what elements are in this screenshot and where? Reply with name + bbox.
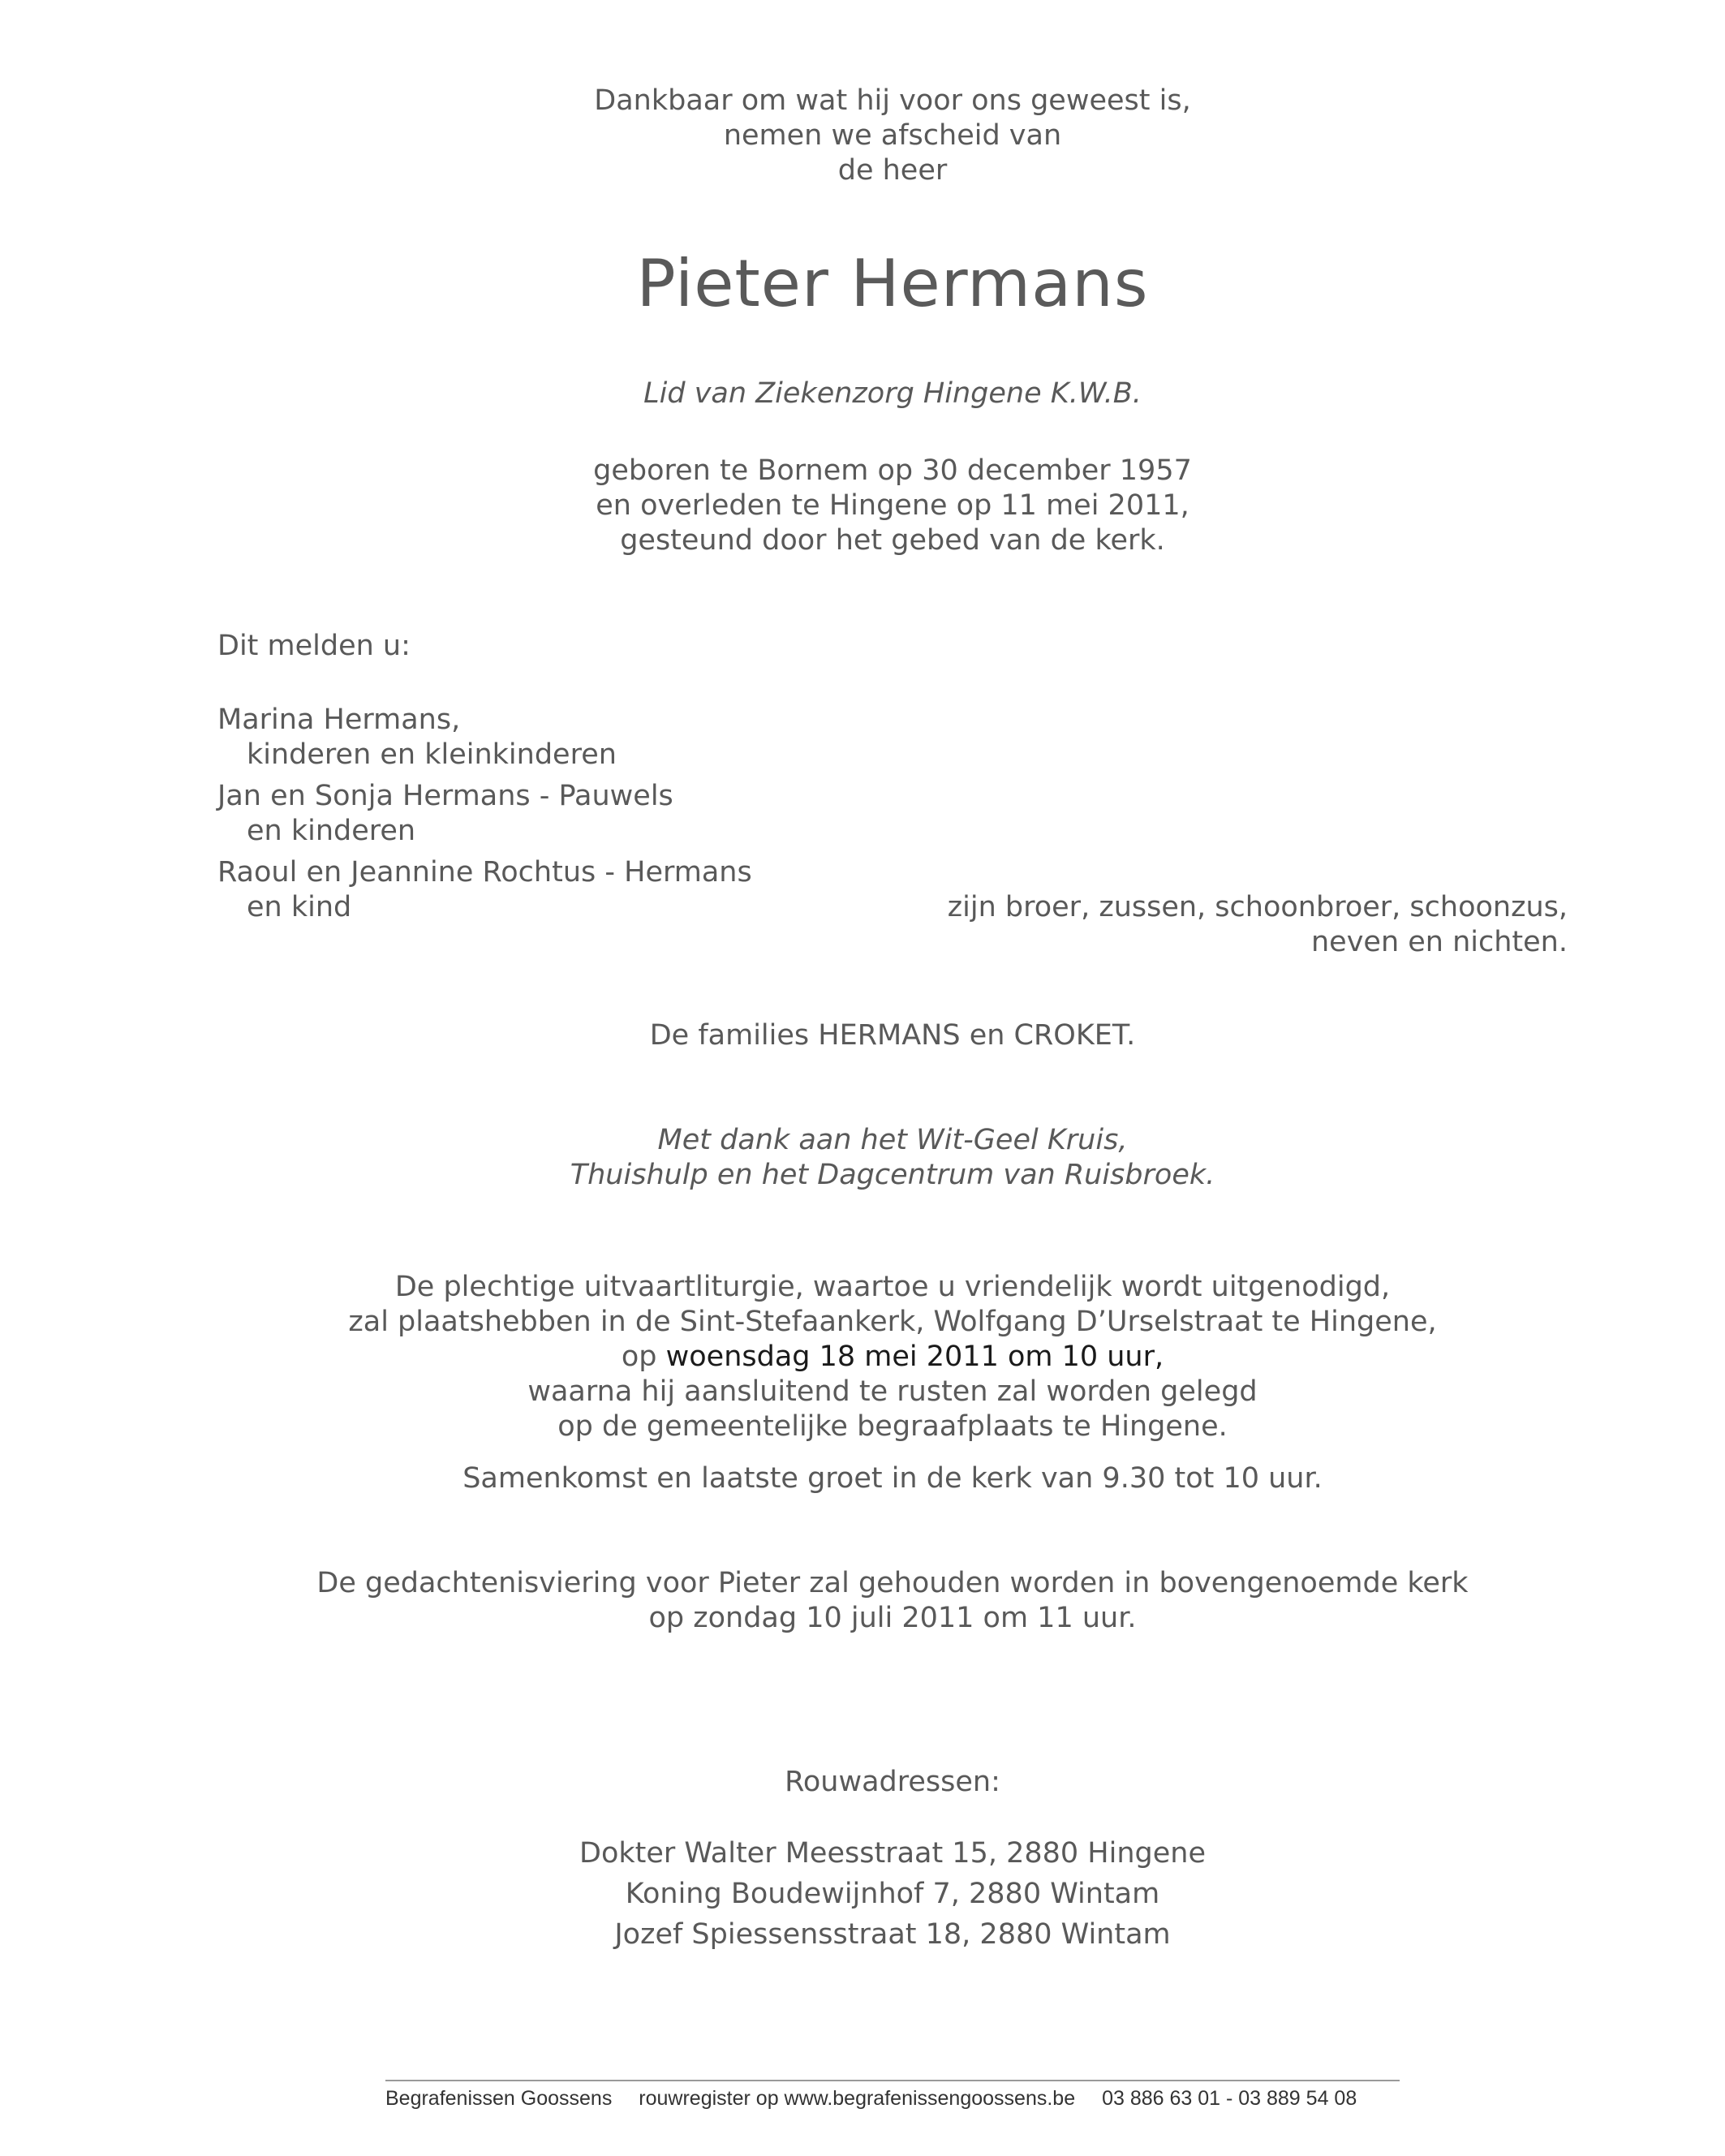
family-entry-sub: en kind (247, 891, 352, 923)
family-entry-sub: kinderen en kleinkinderen (247, 738, 617, 771)
birth-line: geboren te Bornem op 30 december 1957 (593, 454, 1192, 487)
supported-line: gesteund door het gebed van de kerk. (620, 524, 1165, 557)
family-entry (217, 779, 673, 849)
family-entry-name: Marina Hermans, (217, 704, 461, 736)
intro-line-1: Dankbaar om wat hij voor ons geweest is, (594, 84, 1191, 117)
memorial-line-1: De gedachtenisviering voor Pieter zal gehouden worden in bovengenoemde kerk (316, 1567, 1469, 1599)
funeral-line-4: waarna hij aansluitend te rusten zal worden gelegd (527, 1375, 1258, 1408)
thanks-line-1: Met dank aan het Wit-Geel Kruis, (657, 1124, 1128, 1156)
funeral-date-prefix: op (621, 1341, 657, 1373)
funeral-line-5: op de gemeentelijke begraafplaats te Hingene. (557, 1410, 1228, 1443)
memorial-text (0, 1566, 1725, 1636)
life-dates (0, 454, 1725, 558)
memorial-line-2: op zondag 10 juli 2011 om 11 uur. (648, 1602, 1137, 1634)
address-item: Dokter Walter Meesstraat 15, 2880 Hingene (579, 1837, 1206, 1870)
thanks-line-2: Thuishulp en het Dagcentrum van Ruisbroek. (570, 1159, 1215, 1191)
family-entry (217, 703, 617, 772)
intro-line-2: nemen we afscheid van (723, 119, 1062, 152)
addresses-heading: Rouwadressen: (785, 1766, 1000, 1798)
family-entry-name: Raoul en Jeannine Rochtus - Hermans (217, 856, 752, 889)
addresses-list (0, 1833, 1725, 1955)
funeral-line-3 (0, 1340, 1725, 1375)
family-entry-sub: en kinderen (247, 815, 416, 847)
deceased-name: Pieter Hermans (636, 246, 1149, 321)
footer-phones: 03 886 63 01 - 03 889 54 08 (1102, 2087, 1357, 2110)
family-entry (217, 855, 752, 925)
gathering-line: Samenkomst en laatste groet in de kerk van 9.30 tot 10 uur. (462, 1462, 1323, 1495)
family-entry-name: Jan en Sonja Hermans - Pauwels (217, 780, 673, 812)
funeral-line-1: De plechtige uitvaartliturgie, waartoe u vriendelijk wordt uitgenodigd, (394, 1271, 1391, 1303)
footer-register[interactable]: rouwregister op www.begrafenissengoossens.be (639, 2087, 1076, 2110)
address-item: Jozef Spiessensstraat 18, 2880 Wintam (614, 1918, 1171, 1951)
thanks-text (0, 1123, 1725, 1193)
intro-text (0, 84, 1725, 188)
funeral-date: woensdag 18 mei 2011 om 10 uur, (665, 1341, 1164, 1373)
funeral-line-2: zal plaatshebben in de Sint-Stefaankerk, Wolfgang D’Urselstraat te Hingene, (348, 1306, 1437, 1338)
funeral-details (0, 1270, 1725, 1444)
intro-line-3: de heer (837, 154, 948, 187)
footer (385, 2086, 1400, 2111)
footer-company: Begrafenissen Goossens (385, 2087, 613, 2110)
membership-line: Lid van Ziekenzorg Hingene K.W.B. (643, 377, 1142, 410)
footer-divider (385, 2080, 1400, 2081)
announcers-heading: Dit melden u: (217, 630, 411, 662)
address-item: Koning Boudewijnhof 7, 2880 Wintam (625, 1878, 1160, 1910)
relatives-line-2: neven en nichten. (1310, 926, 1568, 958)
death-line: en overleden te Hingene op 11 mei 2011, (596, 489, 1189, 522)
relatives-line-1: zijn broer, zussen, schoonbroer, schoonzus, (947, 891, 1568, 923)
families-line: De families HERMANS en CROKET. (649, 1019, 1136, 1052)
relatives-text (948, 890, 1568, 960)
